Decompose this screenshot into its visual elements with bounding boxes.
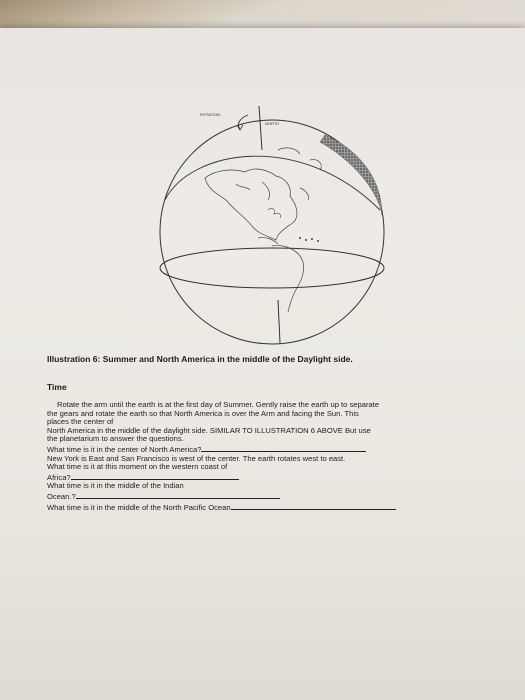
answer-blank-1[interactable] xyxy=(201,444,366,452)
question-1-text: What time is it in the center of North America? xyxy=(47,444,202,454)
rotation-label: ROTATION xyxy=(200,112,221,117)
question-1 xyxy=(47,444,477,455)
earth-axis-top xyxy=(259,106,262,150)
instruction-line-2: the gears and rotate the earth so that North America is over the Arm and facing the Sun. This xyxy=(47,408,359,418)
section-title-time: Time xyxy=(47,382,67,392)
instruction-line-4: North America in the middle of the daylight side. SIMILAR TO ILLUSTRATION 6 ABOVE But use xyxy=(47,425,371,435)
earth-axis-bottom xyxy=(278,300,280,343)
answer-blank-3[interactable] xyxy=(76,491,280,499)
instruction-line-3: places the center of xyxy=(47,417,114,427)
question-3-text: Ocean.? xyxy=(47,491,76,501)
instruction-line-5: the planetarium to answer the questions. xyxy=(47,434,184,444)
equator-ellipse xyxy=(160,248,384,288)
rotation-note: New York is East and San Francisco is west of the center. The earth rotates west to east. xyxy=(47,453,346,463)
question-3-line-2 xyxy=(47,491,477,502)
instruction-line-1: Rotate the arm until the earth is at the first day of Summer. Gently raise the earth up to separate xyxy=(57,400,380,409)
question-3-line-1: What time is it in the middle of the Indian xyxy=(47,481,184,491)
north-america-sketch xyxy=(205,148,321,240)
question-4-text: What time is it in the middle of the North Pacific Ocean xyxy=(47,502,231,512)
north-label: NORTH xyxy=(265,121,280,126)
instructions-block xyxy=(47,401,477,512)
question-4 xyxy=(47,502,477,513)
hand-drawn-mark xyxy=(268,208,281,218)
question-2-line-1: What time is it at this moment on the western coast of xyxy=(47,462,228,472)
caribbean-islands-sketch xyxy=(299,237,319,242)
terminator-line xyxy=(165,156,380,210)
answer-blank-4[interactable] xyxy=(231,502,396,510)
question-2-text: Africa? xyxy=(47,472,71,482)
rotation-arrow xyxy=(238,115,248,129)
answer-blank-2[interactable] xyxy=(71,472,239,480)
illustration-caption: Illustration 6: Summer and North America in the middle of the Daylight side. xyxy=(47,354,353,364)
